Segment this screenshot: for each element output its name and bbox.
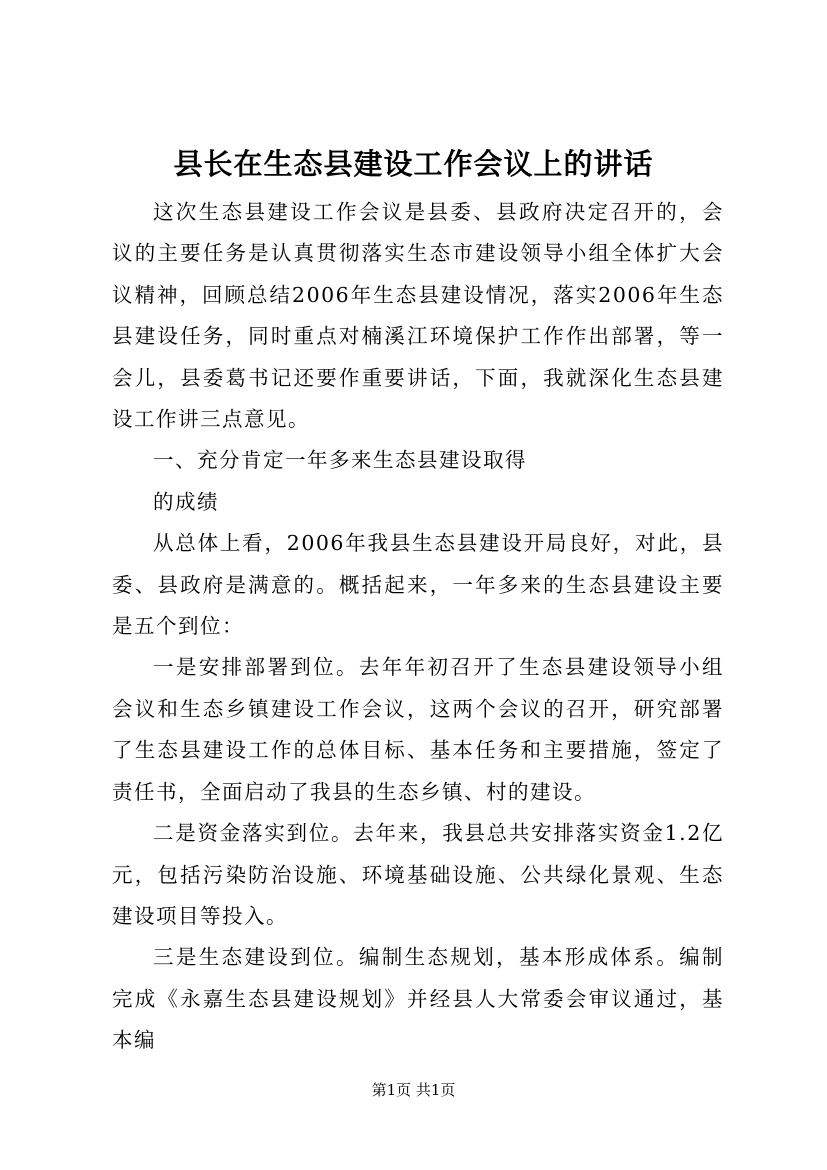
section-heading-line-1: 一、充分肯定一年多来生态县建设取得 [153, 448, 527, 473]
document-body [112, 192, 724, 1062]
paragraph-intro: 这次生态县建设工作会议是县委、县政府决定召开的，会议的主要任务是认真贯彻落实生态市建设领导小组全体扩大会议精神，回顾总结2006年生态县建设情况，落实2006年生态县建设任务，同时重点对楠溪江环境保护工作作出部署，等一会儿，县委葛书记还要作重要讲话，下面，我就深化生态县建设工作讲三点意见。 [112, 200, 724, 432]
paragraph-point-three: 三是生态建设到位。编制生态规划，基本形成体系。编制完成《永嘉生态县建设规划》并经县人大常委会审议通过，基本编 [112, 945, 724, 1053]
paragraph-point-two: 二是资金落实到位。去年来，我县总共安排落实资金1.2亿元，包括污染防治设施、环境基础设施、公共绿化景观、生态建设项目等投入。 [112, 821, 724, 928]
paragraph-point-one: 一是安排部署到位。去年年初召开了生态县建设领导小组会议和生态乡镇建设工作会议，这两个会议的召开，研究部署了生态县建设工作的总体目标、基本任务和主要措施，签定了责任书，全面启动了我县的生态乡镇、村的建设。 [112, 655, 724, 804]
section-heading-line-2: 的成绩 [153, 489, 219, 514]
document-title: 县长在生态县建设工作会议上的讲话 [173, 147, 654, 181]
paragraph-overview: 从总体上看，2006年我县生态县建设开局良好，对此，县委、县政府是满意的。概括起来，一年多来的生态县建设主要是五个到位： [112, 531, 724, 639]
page-footer: 第1页 共1页 [371, 1081, 456, 1099]
